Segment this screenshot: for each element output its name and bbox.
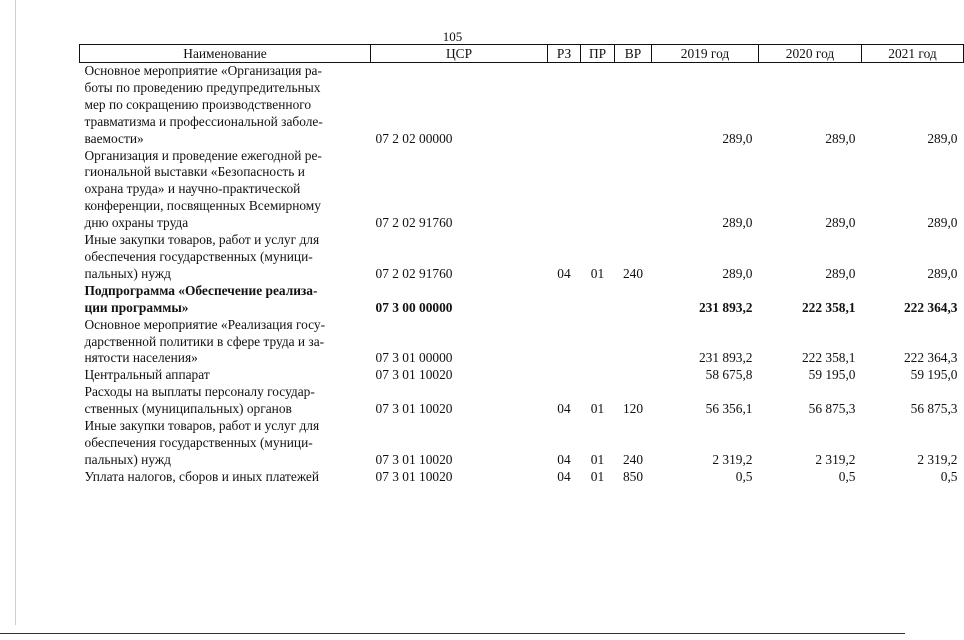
- row-y2020: 222 358,1: [801, 299, 856, 315]
- row-vr: 240: [622, 265, 644, 281]
- row-y2019: 2 319,2: [712, 451, 753, 467]
- row-rz: 04: [557, 265, 571, 281]
- row-csr: 07 3 01 10020: [375, 468, 453, 484]
- table-row: [80, 232, 964, 283]
- row-rz: [548, 283, 581, 317]
- row-pr: 01: [590, 468, 605, 484]
- table-row: [80, 317, 964, 368]
- row-vr: [615, 63, 652, 148]
- scan-bottom-line: [0, 633, 905, 634]
- row-name: [80, 148, 371, 233]
- row-y2021: 0,5: [940, 468, 958, 484]
- row-vr: 240: [622, 451, 644, 467]
- table-row: [80, 63, 964, 148]
- row-y2019: 289,0: [722, 265, 753, 281]
- header-rz: РЗ: [548, 45, 581, 63]
- row-name-line: Основное мероприятие «Организация ра-: [84, 63, 322, 78]
- row-csr: 07 3 01 10020: [375, 451, 453, 467]
- row-name-line: пальных) нужд: [84, 451, 171, 467]
- row-vr: [615, 367, 652, 384]
- row-vr: [615, 283, 652, 317]
- header-pr: ПР: [581, 45, 615, 63]
- row-y2020: 289,0: [825, 215, 856, 231]
- row-pr: [581, 63, 615, 148]
- row-rz: [548, 317, 581, 368]
- row-pr: 01: [590, 401, 605, 417]
- header-2020: 2020 год: [759, 45, 862, 63]
- row-pr: [581, 317, 615, 368]
- row-y2021: 289,0: [927, 265, 958, 281]
- row-name: [80, 63, 371, 148]
- row-csr: 07 3 01 10020: [375, 401, 453, 417]
- header-row: [80, 45, 964, 63]
- budget-table: [79, 44, 964, 486]
- row-name-line: Иные закупки товаров, работ и услуг для: [84, 232, 320, 248]
- budget-table-container: [79, 44, 958, 486]
- header-csr: ЦСР: [371, 45, 548, 63]
- row-y2019: 56 356,1: [705, 401, 753, 417]
- row-y2020: 289,0: [825, 265, 856, 281]
- row-rz: [548, 367, 581, 384]
- header-vr: ВР: [615, 45, 652, 63]
- row-y2021: 56 875,3: [910, 401, 958, 417]
- row-y2020: 2 319,2: [815, 451, 856, 467]
- row-name-line: гиональной выставки «Безопасность и: [84, 164, 305, 180]
- row-name-line: боты по проведению предупредительных: [84, 79, 321, 95]
- row-name: [80, 317, 371, 368]
- row-y2020: 289,0: [825, 130, 856, 146]
- row-name: [80, 469, 371, 486]
- table-body: [80, 63, 964, 486]
- table-row: [80, 418, 964, 469]
- row-csr: 07 2 02 91760: [375, 265, 453, 281]
- row-csr: 07 2 02 00000: [375, 130, 453, 146]
- row-y2021: 222 364,3: [903, 299, 958, 315]
- row-name-line: Организация и проведение ежегодной ре-: [84, 147, 322, 163]
- row-y2020: 0,5: [838, 468, 856, 484]
- row-rz: 04: [557, 451, 571, 467]
- row-name-line: пальных) нужд: [84, 265, 171, 281]
- row-csr: 07 3 00 00000: [375, 299, 453, 315]
- table-row: [80, 367, 964, 384]
- row-y2020: 222 358,1: [801, 350, 856, 366]
- row-name-line: ции программы»: [84, 299, 189, 315]
- header-name: Наименование: [80, 45, 371, 63]
- row-y2019: 289,0: [722, 215, 753, 231]
- row-vr: [615, 148, 652, 233]
- row-rz: 04: [557, 468, 571, 484]
- page-number: 105: [442, 29, 463, 44]
- row-name-line: обеспечения государственных (муници-: [84, 434, 313, 450]
- row-name: [80, 384, 371, 418]
- row-y2020: 56 875,3: [808, 401, 856, 417]
- row-name-line: травматизма и профессиональной заболе-: [84, 113, 323, 129]
- row-name: [80, 418, 371, 469]
- row-name-line: конференции, посвященных Всемирному: [84, 198, 321, 214]
- table-header: [80, 45, 964, 63]
- row-name-line: Расходы на выплаты персоналу государ-: [84, 384, 315, 400]
- row-name-line: ственных (муниципальных) органов: [84, 401, 292, 417]
- row-y2019: 231 893,2: [698, 299, 753, 315]
- row-y2021: 289,0: [927, 215, 958, 231]
- row-name-line: охрана труда» и научно-практической: [84, 181, 301, 197]
- row-name-line: мер по сокращению производственного: [84, 96, 312, 112]
- scan-edge-line: [15, 0, 16, 625]
- table-row: [80, 384, 964, 418]
- row-csr: 07 2 02 91760: [375, 215, 453, 231]
- row-csr: 07 3 01 10020: [375, 367, 453, 383]
- header-2021: 2021 год: [862, 45, 964, 63]
- row-y2019: 289,0: [722, 130, 753, 146]
- table-row: [80, 469, 964, 486]
- table-row: [80, 283, 964, 317]
- row-name-line: ваемости»: [84, 130, 144, 146]
- row-name: [80, 367, 371, 384]
- row-y2019: 0,5: [735, 468, 753, 484]
- row-pr: 01: [590, 265, 605, 281]
- row-vr: 120: [622, 401, 644, 417]
- row-name-line: Иные закупки товаров, работ и услуг для: [84, 418, 320, 434]
- row-pr: [581, 148, 615, 233]
- row-rz: [548, 148, 581, 233]
- row-name-line: нятости населения»: [84, 350, 198, 366]
- row-y2021: 2 319,2: [917, 451, 958, 467]
- row-name-line: обеспечения государственных (муници-: [84, 248, 313, 264]
- row-y2019: 58 675,8: [705, 367, 753, 383]
- row-name-line: Основное мероприятие «Реализация госу-: [84, 316, 326, 332]
- row-rz: [548, 63, 581, 148]
- row-vr: 850: [622, 468, 644, 484]
- table-row: [80, 148, 964, 233]
- row-y2020: 59 195,0: [808, 367, 856, 383]
- row-name-line: дню охраны труда: [84, 215, 189, 231]
- row-name-line: Центральный аппарат: [84, 367, 210, 383]
- row-pr: [581, 367, 615, 384]
- row-name-line: дарственной политики в сфере труда и за-: [84, 333, 325, 349]
- row-y2021: 289,0: [927, 130, 958, 146]
- row-pr: 01: [590, 451, 605, 467]
- row-y2021: 59 195,0: [910, 367, 958, 383]
- row-name: [80, 283, 371, 317]
- header-2019: 2019 год: [652, 45, 759, 63]
- row-y2021: 222 364,3: [903, 350, 958, 366]
- row-pr: [581, 283, 615, 317]
- row-rz: 04: [557, 401, 571, 417]
- row-name: [80, 232, 371, 283]
- row-y2019: 231 893,2: [698, 350, 753, 366]
- row-name-line: Подпрограмма «Обеспечение реализа-: [84, 282, 318, 298]
- row-csr: 07 3 01 00000: [375, 350, 453, 366]
- row-name-line: Уплата налогов, сборов и иных платежей: [84, 468, 320, 484]
- row-vr: [615, 317, 652, 368]
